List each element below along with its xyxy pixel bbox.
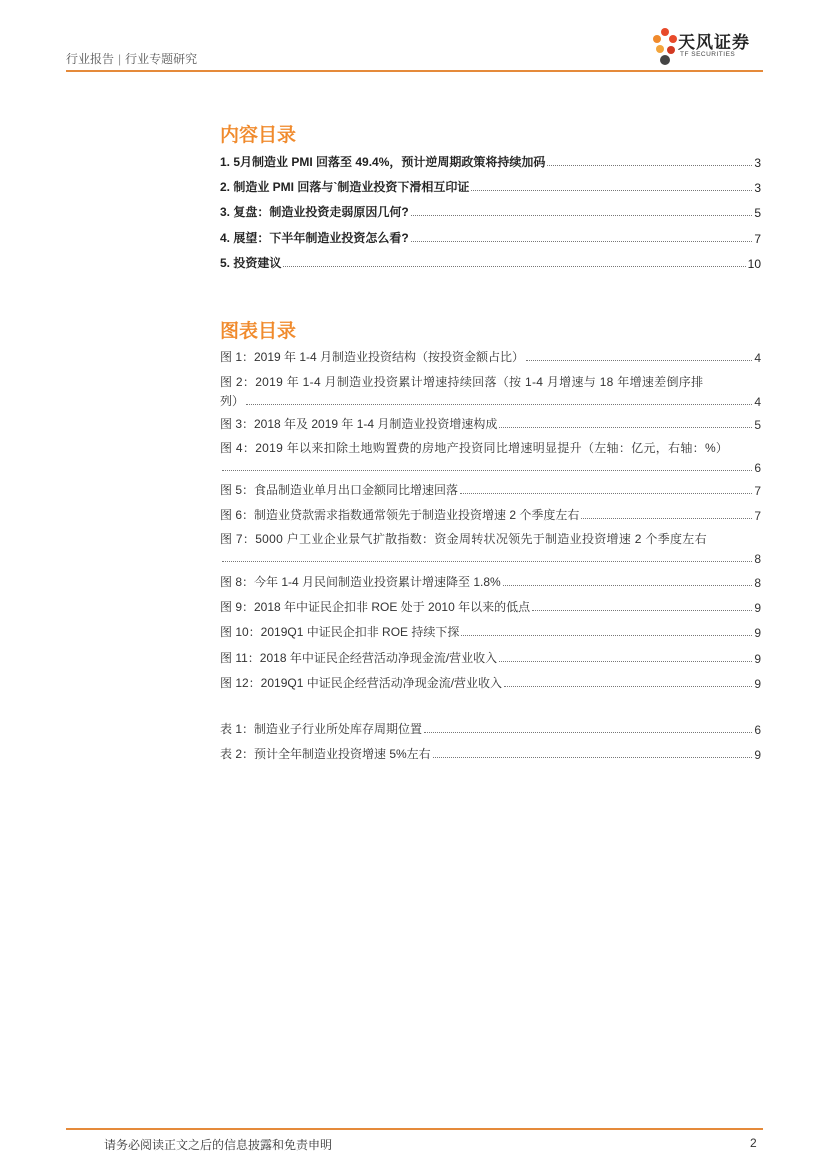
dot-leader bbox=[222, 470, 752, 471]
figure-entry[interactable]: 图 12：2019Q1 中证民企经营活动净现金流/营业收入 9 bbox=[220, 676, 761, 691]
report-type: 行业报告 bbox=[66, 52, 115, 66]
figure-entry[interactable]: 图 6：制造业贷款需求指数通常领先于制造业投资增速 2 个季度左右 7 bbox=[220, 508, 761, 523]
dot-leader bbox=[532, 610, 752, 611]
toc-page: 7 bbox=[754, 509, 761, 523]
figure-entry[interactable]: 图 7：5000 户工业企业景气扩散指数：资金周转状况领先于制造业投资增速 2 个季度左右 8 bbox=[220, 532, 761, 566]
header-separator: | bbox=[118, 52, 122, 66]
dot-leader bbox=[246, 404, 752, 405]
toc-page: 6 bbox=[754, 461, 761, 475]
contents-title: 内容目录 bbox=[220, 125, 297, 146]
toc-page: 9 bbox=[754, 748, 761, 762]
toc-page: 9 bbox=[754, 601, 761, 615]
toc-page: 3 bbox=[754, 181, 761, 195]
toc-page: 8 bbox=[754, 576, 761, 590]
dot-leader bbox=[526, 360, 752, 361]
table-entry[interactable]: 表 1：制造业子行业所处库存周期位置 6 bbox=[220, 722, 761, 737]
figure-entry[interactable]: 图 1：2019 年 1-4 月制造业投资结构（按投资金额占比） 4 bbox=[220, 350, 761, 365]
dot-leader bbox=[504, 686, 752, 687]
toc-page: 7 bbox=[754, 232, 761, 246]
toc-entry[interactable]: 4. 展望：下半年制造业投资怎么看? 7 bbox=[220, 231, 761, 246]
toc-page: 3 bbox=[754, 156, 761, 170]
dot-leader bbox=[460, 493, 752, 494]
dot-leader bbox=[461, 635, 752, 636]
toc-page: 4 bbox=[754, 351, 761, 365]
header-divider bbox=[66, 70, 763, 72]
header-breadcrumb bbox=[66, 50, 197, 67]
figure-entry[interactable]: 图 11：2018 年中证民企经营活动净现金流/营业收入 9 bbox=[220, 651, 761, 666]
figure-entry[interactable]: 图 8：今年 1-4 月民间制造业投资累计增速降至 1.8% 8 bbox=[220, 575, 761, 590]
dot-leader bbox=[503, 585, 753, 586]
figure-entry[interactable]: 图 5：食品制造业单月出口金额同比增速回落 7 bbox=[220, 483, 761, 498]
toc-entry[interactable]: 5. 投资建议 10 bbox=[220, 256, 761, 271]
dot-leader bbox=[411, 215, 753, 216]
toc-entry[interactable]: 2. 制造业 PMI 回落与`制造业投资下滑相互印证 3 bbox=[220, 180, 761, 195]
toc-page: 10 bbox=[747, 257, 761, 271]
toc-page: 5 bbox=[754, 418, 761, 432]
dot-leader bbox=[411, 241, 753, 242]
dot-leader bbox=[283, 266, 745, 267]
dot-leader bbox=[433, 757, 753, 758]
company-name: 天风证券 bbox=[678, 33, 750, 52]
toc-page: 9 bbox=[754, 626, 761, 640]
dot-leader bbox=[222, 561, 752, 562]
footer-disclaimer: 请务必阅读正文之后的信息披露和免责申明 bbox=[104, 1138, 333, 1152]
toc-page: 8 bbox=[754, 552, 761, 566]
toc-page: 9 bbox=[754, 652, 761, 666]
toc-entry[interactable]: 3. 复盘：制造业投资走弱原因几何? 5 bbox=[220, 205, 761, 220]
toc-page: 6 bbox=[754, 723, 761, 737]
figures-title: 图表目录 bbox=[220, 321, 297, 342]
dot-leader bbox=[424, 732, 752, 733]
toc-page: 7 bbox=[754, 484, 761, 498]
figure-entry[interactable]: 图 9：2018 年中证民企扣非 ROE 处于 2010 年以来的低点 9 bbox=[220, 600, 761, 615]
figure-entry[interactable]: 图 2：2019 年 1-4 月制造业投资累计增速持续回落（按 1-4 月增速与 18 年增速差倒序排 列） 4 bbox=[220, 375, 761, 409]
toc-entry[interactable]: 1. 5月制造业 PMI 回落至 49.4%，预计逆周期政策将持续加码 3 bbox=[220, 155, 761, 170]
dot-leader bbox=[547, 165, 752, 166]
toc-page: 4 bbox=[754, 395, 761, 409]
footer-divider bbox=[66, 1128, 763, 1130]
company-name-en: TF SECURITIES bbox=[680, 51, 736, 58]
dot-leader bbox=[499, 427, 752, 428]
figure-entry[interactable]: 图 4：2019 年以来扣除土地购置费的房地产投资同比增速明显提升（左轴：亿元，右轴：%） 6 bbox=[220, 441, 761, 475]
table-entry[interactable]: 表 2：预计全年制造业投资增速 5%左右 9 bbox=[220, 747, 761, 762]
dot-leader bbox=[499, 661, 752, 662]
toc-page: 5 bbox=[754, 206, 761, 220]
toc-page: 9 bbox=[754, 677, 761, 691]
page-number: 2 bbox=[750, 1136, 757, 1150]
dot-leader bbox=[471, 190, 752, 191]
company-logo bbox=[650, 24, 765, 68]
dot-leader bbox=[581, 518, 752, 519]
figure-entry[interactable]: 图 10：2019Q1 中证民企扣非 ROE 持续下探 9 bbox=[220, 625, 761, 640]
flower-logo-icon bbox=[650, 24, 680, 68]
figure-entry[interactable]: 图 3：2018 年及 2019 年 1-4 月制造业投资增速构成 5 bbox=[220, 417, 761, 432]
report-subtype: 行业专题研究 bbox=[125, 52, 198, 66]
